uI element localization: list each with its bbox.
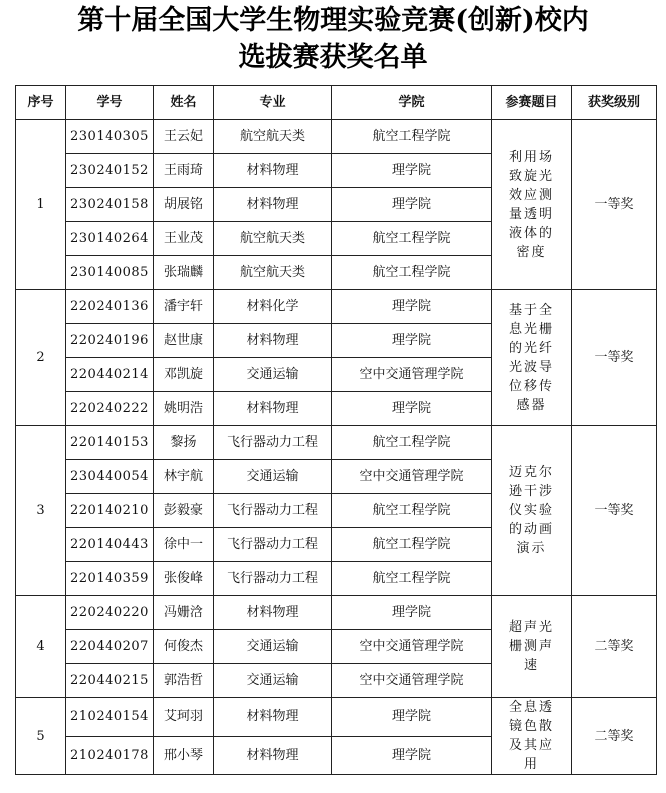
student-name: 胡展铭 (154, 188, 214, 222)
header-major: 专业 (214, 86, 332, 120)
student-college: 理学院 (332, 290, 492, 324)
student-college: 理学院 (332, 324, 492, 358)
student-id: 220140153 (66, 426, 154, 460)
student-major: 材料物理 (214, 154, 332, 188)
student-name: 黎扬 (154, 426, 214, 460)
header-name: 姓名 (154, 86, 214, 120)
student-id: 230440054 (66, 460, 154, 494)
page-title: 第十届全国大学生物理实验竞赛(创新)校内 (77, 5, 589, 36)
group-topic: 迈克尔逊干涉仪实验的动画演示 (492, 426, 572, 596)
group-topic: 基于全息光栅的光纤光波导位移传感器 (492, 290, 572, 426)
table-row (16, 596, 657, 630)
group-index: 2 (16, 290, 66, 426)
group-award: 一等奖 (572, 426, 657, 596)
student-college: 航空工程学院 (332, 120, 492, 154)
student-college: 理学院 (332, 392, 492, 426)
student-id: 220140210 (66, 494, 154, 528)
table-row (16, 290, 657, 324)
student-college: 航空工程学院 (332, 494, 492, 528)
group-award: 一等奖 (572, 290, 657, 426)
student-major: 飞行器动力工程 (214, 528, 332, 562)
student-name: 张瑞麟 (154, 256, 214, 290)
student-name: 潘宇轩 (154, 290, 214, 324)
student-name: 彭毅豪 (154, 494, 214, 528)
student-major: 交通运输 (214, 460, 332, 494)
student-college: 航空工程学院 (332, 562, 492, 596)
student-major: 材料化学 (214, 290, 332, 324)
student-id: 230240158 (66, 188, 154, 222)
header-topic: 参赛题目 (492, 86, 572, 120)
student-major: 材料物理 (214, 736, 332, 775)
student-major: 交通运输 (214, 630, 332, 664)
table-row (16, 120, 657, 154)
student-major: 航空航天类 (214, 222, 332, 256)
student-college: 航空工程学院 (332, 528, 492, 562)
page-subtitle: 选拔赛获奖名单 (238, 42, 428, 73)
student-name: 徐中一 (154, 528, 214, 562)
student-college: 空中交通管理学院 (332, 358, 492, 392)
student-major: 交通运输 (214, 358, 332, 392)
student-id: 230140085 (66, 256, 154, 290)
student-id: 220240222 (66, 392, 154, 426)
student-name: 张俊峰 (154, 562, 214, 596)
student-major: 材料物理 (214, 596, 332, 630)
student-major: 飞行器动力工程 (214, 562, 332, 596)
student-id: 220440214 (66, 358, 154, 392)
student-college: 空中交通管理学院 (332, 664, 492, 698)
student-college: 航空工程学院 (332, 256, 492, 290)
student-college: 理学院 (332, 736, 492, 775)
group-index: 5 (16, 698, 66, 775)
student-major: 材料物理 (214, 324, 332, 358)
student-id: 220140359 (66, 562, 154, 596)
student-major: 交通运输 (214, 664, 332, 698)
group-index: 4 (16, 596, 66, 698)
student-id: 220440207 (66, 630, 154, 664)
student-id: 220140443 (66, 528, 154, 562)
student-major: 航空航天类 (214, 120, 332, 154)
award-table (15, 85, 657, 775)
group-award: 二等奖 (572, 698, 657, 775)
group-topic: 利用场致旋光效应测量透明液体的密度 (492, 120, 572, 290)
group-award: 二等奖 (572, 596, 657, 698)
student-major: 飞行器动力工程 (214, 426, 332, 460)
student-major: 航空航天类 (214, 256, 332, 290)
student-name: 艾珂羽 (154, 698, 214, 737)
student-name: 林宇航 (154, 460, 214, 494)
student-name: 何俊杰 (154, 630, 214, 664)
student-name: 姚明浩 (154, 392, 214, 426)
student-name: 王云妃 (154, 120, 214, 154)
group-index: 1 (16, 120, 66, 290)
student-id: 230140264 (66, 222, 154, 256)
student-college: 理学院 (332, 698, 492, 737)
student-college: 航空工程学院 (332, 222, 492, 256)
student-major: 材料物理 (214, 188, 332, 222)
student-name: 王雨琦 (154, 154, 214, 188)
header-student-id: 学号 (66, 86, 154, 120)
student-id: 220240196 (66, 324, 154, 358)
student-name: 冯姗浛 (154, 596, 214, 630)
group-award: 一等奖 (572, 120, 657, 290)
table-header-row (16, 86, 657, 120)
group-topic: 全息透镜色散及其应用 (492, 698, 572, 775)
student-id: 220440215 (66, 664, 154, 698)
header-award: 获奖级别 (572, 86, 657, 120)
table-body (16, 120, 657, 775)
student-name: 邢小琴 (154, 736, 214, 775)
student-major: 材料物理 (214, 392, 332, 426)
student-college: 空中交通管理学院 (332, 630, 492, 664)
student-id: 220240220 (66, 596, 154, 630)
group-index: 3 (16, 426, 66, 596)
student-college: 空中交通管理学院 (332, 460, 492, 494)
student-name: 郭浩哲 (154, 664, 214, 698)
student-college: 理学院 (332, 596, 492, 630)
student-college: 理学院 (332, 154, 492, 188)
table-row (16, 426, 657, 460)
student-name: 邓凯旋 (154, 358, 214, 392)
header-index: 序号 (16, 86, 66, 120)
student-college: 理学院 (332, 188, 492, 222)
student-major: 材料物理 (214, 698, 332, 737)
student-name: 赵世康 (154, 324, 214, 358)
table-row (16, 698, 657, 737)
student-id: 230240152 (66, 154, 154, 188)
student-major: 飞行器动力工程 (214, 494, 332, 528)
student-id: 210240178 (66, 736, 154, 775)
group-topic: 超声光栅测声速 (492, 596, 572, 698)
student-name: 王业茂 (154, 222, 214, 256)
student-college: 航空工程学院 (332, 426, 492, 460)
student-id: 230140305 (66, 120, 154, 154)
header-college: 学院 (332, 86, 492, 120)
student-id: 220240136 (66, 290, 154, 324)
student-id: 210240154 (66, 698, 154, 737)
